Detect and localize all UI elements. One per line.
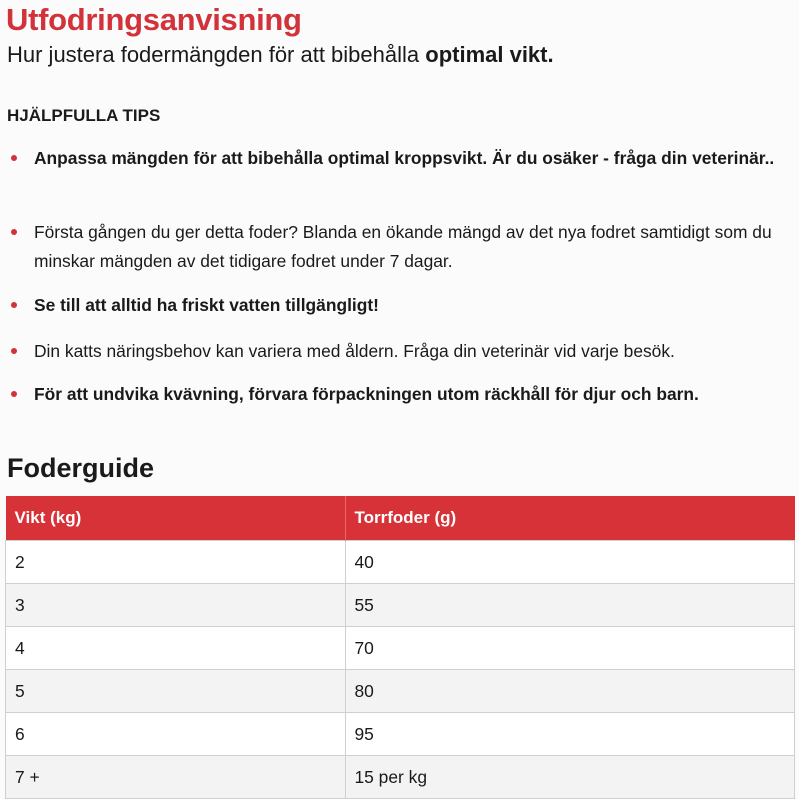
weight-cell: 7 + [6, 756, 346, 799]
dry-food-cell: 40 [345, 541, 795, 584]
tip-text: Din katts näringsbehov kan variera med åldern. Fråga din veterinär vid varje besök. [34, 341, 675, 361]
tip-item [34, 144, 794, 173]
page-subtitle [7, 40, 554, 70]
bullet-icon [11, 229, 17, 235]
subtitle-text: Hur justera fodermängden för att bibehålla [7, 42, 426, 67]
weight-cell: 6 [6, 713, 346, 756]
table-row [6, 713, 795, 756]
subtitle-emphasis: optimal vikt. [425, 42, 554, 67]
feeding-guide-title: Foderguide [7, 453, 154, 483]
table-row [6, 670, 795, 713]
dry-food-cell: 55 [345, 584, 795, 627]
tip-text: Första gången du ger detta foder? Blanda en ökande mängd av det nya fodret samtidigt som du minskar mängden av det tidigare fodret under 7 dagar. [34, 222, 772, 271]
tips-heading: HJÄLPFULLA TIPS [7, 106, 161, 125]
tip-item [34, 380, 794, 409]
bullet-icon [11, 302, 17, 308]
table-row [6, 541, 795, 584]
bullet-icon [11, 155, 17, 161]
table-row [6, 627, 795, 670]
tip-text: Anpassa mängden för att bibehålla optimal kroppsvikt. Är du osäker - fråga din veterinär.. [34, 148, 775, 168]
tip-item [34, 337, 794, 366]
bullet-icon [11, 391, 17, 397]
table-header-row [6, 496, 795, 541]
dry-food-cell: 15 per kg [345, 756, 795, 799]
table-row [6, 756, 795, 799]
dry-food-cell: 95 [345, 713, 795, 756]
column-header-weight: Vikt (kg) [6, 496, 346, 541]
weight-cell: 3 [6, 584, 346, 627]
bullet-icon [11, 348, 17, 354]
weight-cell: 5 [6, 670, 346, 713]
page-title: Utfodringsanvisning [6, 2, 302, 37]
tip-text: Se till att alltid ha friskt vatten tillgängligt! [34, 295, 379, 315]
tip-text: För att undvika kvävning, förvara förpackningen utom räckhåll för djur och barn. [34, 384, 699, 404]
dry-food-cell: 70 [345, 627, 795, 670]
weight-cell: 2 [6, 541, 346, 584]
column-header-dry-food: Torrfoder (g) [345, 496, 795, 541]
table-row [6, 584, 795, 627]
weight-cell: 4 [6, 627, 346, 670]
dry-food-cell: 80 [345, 670, 795, 713]
tip-item [34, 218, 794, 276]
feeding-guide-table [5, 496, 795, 799]
tip-item [34, 291, 794, 320]
